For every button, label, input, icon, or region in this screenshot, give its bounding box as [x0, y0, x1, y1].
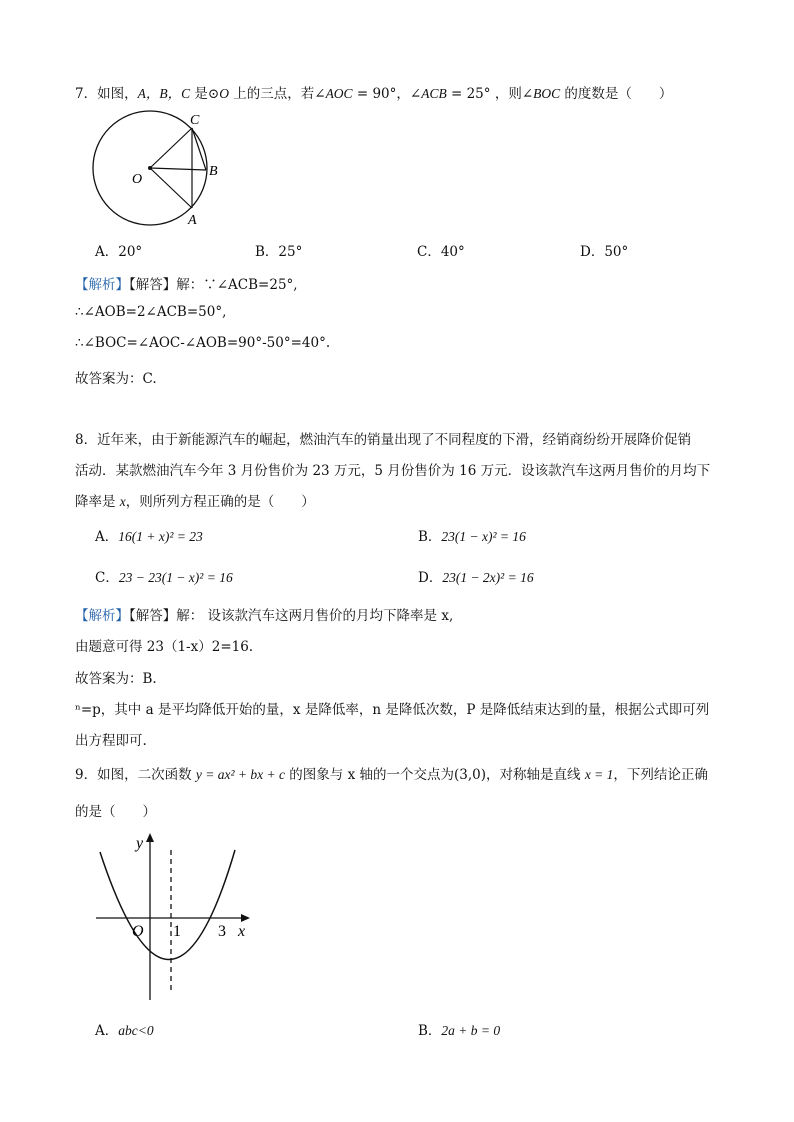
q7-stem-BOC: BOC — [533, 86, 561, 101]
q7-stem-pre: 7．如图， — [75, 86, 138, 102]
q8-option-a: A．16(1 + x)² = 23 — [95, 529, 203, 545]
q9-label-y: y — [136, 835, 144, 852]
q7-analysis-tag: 【解析】 — [75, 277, 129, 293]
q8-option-d: D．23(1 − 2x)² = 16 — [418, 570, 534, 586]
q8-solution-line4: ⁿ=p，其中 a 是平均降低开始的量，x 是降低率，n 是降低次数，P 是降低结束达到的量，根据公式即可列 — [75, 702, 710, 718]
q9-option-a: A．abc<0 — [95, 1023, 154, 1039]
q9-option-b: B．2a + b = 0 — [418, 1023, 501, 1039]
q8-solution-line1: 【解析】【解答】解： 设该款汽车这两月售价的月均下降率是 x, — [75, 608, 454, 624]
q9-stem-line1: 9．如图，二次函数 y = ax² + bx + c 的图象与 x 轴的一个交点为(3,0)，对称轴是直线 x = 1，下列结论正确 — [75, 767, 708, 783]
q7-stem-O: O — [219, 86, 229, 101]
q7-stem-ACB: ACB — [421, 86, 447, 101]
q7-stem-points: A，B，C — [137, 86, 191, 101]
q7-stem-end: 的度数是（ ） — [560, 86, 673, 102]
q8-stem-line3: 降率是 x，则所列方程正确的是（ ） — [75, 494, 315, 510]
q7-segment-OC — [150, 128, 192, 168]
q7-stem-mid: 是⊙ — [190, 86, 220, 102]
q7-label-B: B — [209, 164, 218, 179]
q7-circle-figure — [90, 108, 230, 228]
q9-label-3: 3 — [218, 923, 226, 940]
q7-center-dot — [148, 166, 152, 170]
q8-stem-line1: 8．近年来，由于新能源汽车的崛起，燃油汽车的销量出现了不同程度的下滑，经销商纷纷开展降价促销 — [75, 432, 692, 448]
q9-x-axis-arrow — [241, 914, 250, 922]
q7-segment-OB — [150, 168, 206, 170]
q7-label-A: A — [188, 213, 197, 228]
q7-label-C: C — [190, 113, 200, 128]
q7-stem-mid2: 上的三点，若∠ — [228, 86, 326, 102]
q7-stem-AOC: AOC — [325, 86, 353, 101]
q7-stem-eq1: = 90°，∠ — [352, 86, 422, 102]
q8-analysis-tag: 【解析】 — [75, 608, 129, 624]
q8-solution-line5: 出方程即可. — [75, 733, 147, 749]
q7-label-O: O — [132, 172, 143, 187]
q7-option-d: D．50° — [580, 244, 629, 260]
q9-label-x: x — [238, 923, 246, 940]
q7-solution-line3: ∴∠BOC=∠AOC-∠AOB=90°-50°=40°. — [75, 335, 331, 351]
q9-stem-line2: 的是（ ） — [75, 804, 156, 820]
q7-option-a: A．20° — [95, 244, 143, 260]
q7-solution-line2: ∴∠AOB=2∠ACB=50°, — [75, 304, 227, 320]
q8-solution-line3: 故答案为：B. — [75, 671, 157, 687]
q9-parabola — [100, 850, 235, 960]
q9-y-axis-arrow — [146, 833, 154, 842]
q8-option-b: B．23(1 − x)² = 16 — [418, 529, 526, 545]
q9-label-1: 1 — [173, 923, 181, 940]
q7-segment-OA — [150, 168, 192, 208]
q7-stem-eq2: = 25° ，则∠ — [446, 86, 534, 102]
q9-parabola-figure — [90, 828, 265, 1006]
q7-solution-line4: 故答案为：C. — [75, 371, 157, 387]
q7-option-c: C．40° — [417, 244, 465, 260]
q7-option-b: B．25° — [255, 244, 303, 260]
q8-solution-line2: 由题意可得 23（1-x）2=16. — [75, 639, 254, 655]
q9-label-O: O — [132, 923, 144, 940]
q7-solution-line1: 【解析】【解答】解：∵∠ACB=25°, — [75, 277, 298, 293]
q8-stem-line2: 活动．某款燃油汽车今年 3 月份售价为 23 万元，5 月份售价为 16 万元．设该款汽车这两月售价的月均下 — [75, 463, 711, 479]
q7-stem — [75, 82, 672, 102]
q8-option-c: C．23 − 23(1 − x)² = 16 — [95, 570, 233, 586]
